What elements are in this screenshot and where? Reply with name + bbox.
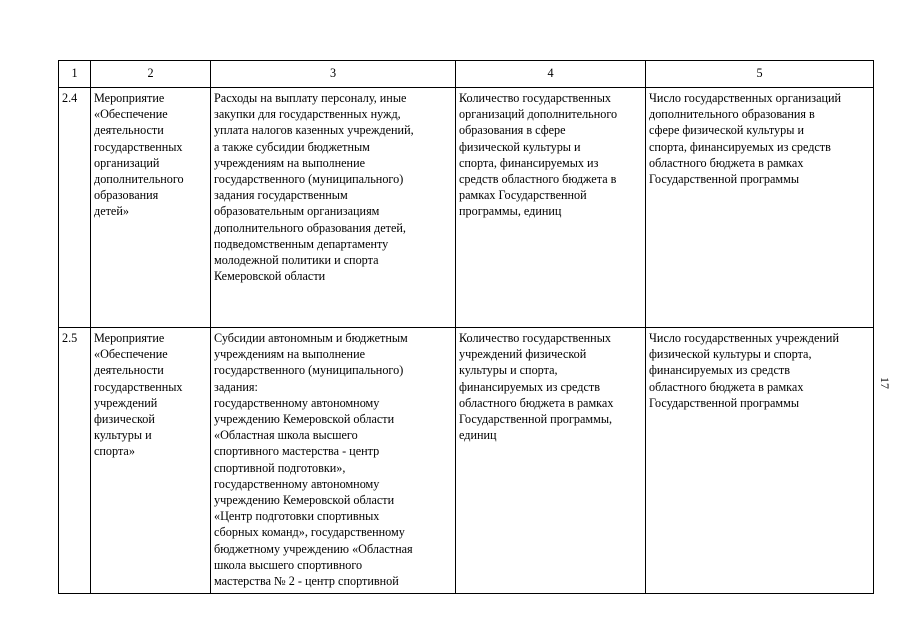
calculation-method: Число государственных учреждений физической культуры и спорта, финансируемых из средств областного бюджета в рамках Государственной программы [646,328,874,594]
event-name: Мероприятие «Обеспечение деятельности государственных учреждений физической культуры и спорта» [91,328,211,594]
event-description: Субсидии автономным и бюджетным учреждениям на выполнение государственного (муниципального) задания: государственному автономному учреждению Кемеровской области «Областная школа высшего спортивного мастерства - центр спортивной подготовки», государственному автономному учреждению Кемеровской области «Центр подготовки спортивных сборных команд», государственному бюджетному учреждению «Областная школа высшего спортивного мастерства № 2 - центр спортивной [211,328,456,594]
indicator-name: Количество государственных организаций дополнительного образования в сфере физической культуры и спорта, финансируемых из средств областного бюджета в рамках Государственной программы, единиц [456,88,646,328]
header-col-1: 1 [59,61,91,88]
program-table [58,60,874,594]
event-name: Мероприятие «Обеспечение деятельности государственных организаций дополнительного образования детей» [91,88,211,328]
table-row [59,328,874,594]
header-col-4: 4 [456,61,646,88]
header-col-2: 2 [91,61,211,88]
header-row [59,61,874,88]
row-number: 2.5 [59,328,91,594]
header-col-3: 3 [211,61,456,88]
table-row [59,88,874,328]
event-description: Расходы на выплату персоналу, иные закупки для государственных нужд, уплата налогов казенных учреждений, а также субсидии бюджетным учреждениям на выполнение государственного (муниципального) задания государственным образовательным организациям дополнительного образования детей, подведомственным департаменту молодежной политики и спорта Кемеровской области [211,88,456,328]
page-number: 17 [878,377,892,389]
calculation-method: Число государственных организаций дополнительного образования в сфере физической культуры и спорта, финансируемых из средств областного бюджета в рамках Государственной программы [646,88,874,328]
row-number: 2.4 [59,88,91,328]
indicator-name: Количество государственных учреждений физической культуры и спорта, финансируемых из средств областного бюджета в рамках Государственной программы, единиц [456,328,646,594]
header-col-5: 5 [646,61,874,88]
